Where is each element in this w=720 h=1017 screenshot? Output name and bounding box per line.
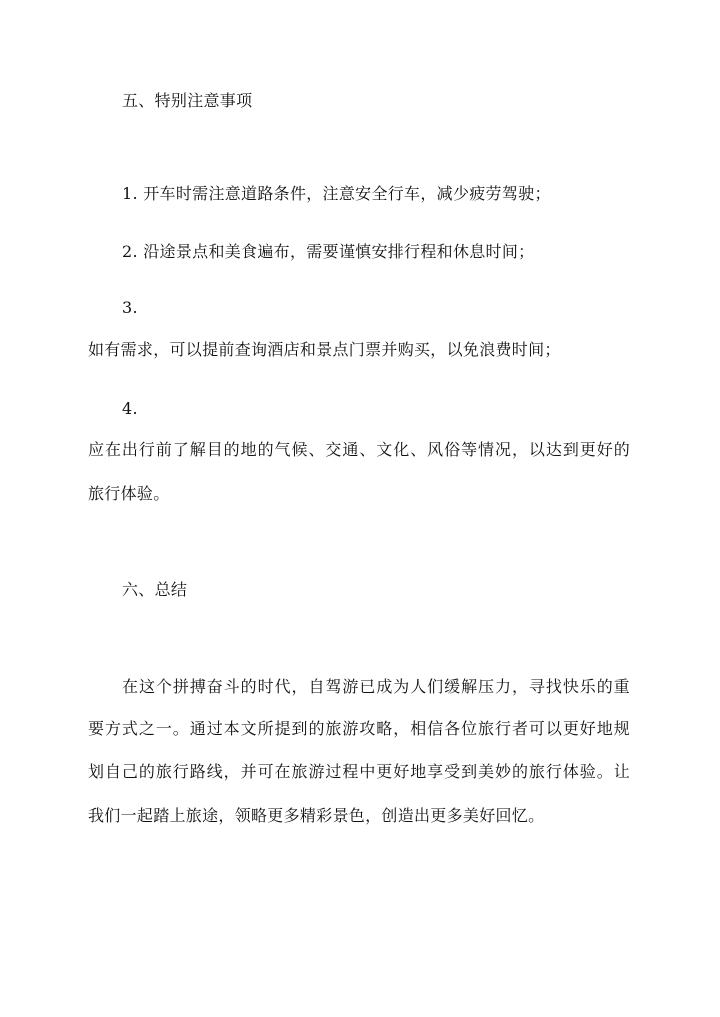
section-heading-summary: 六、总结 — [122, 580, 188, 599]
list-item-4-text-line2: 旅行体验。 — [88, 484, 170, 503]
section-heading-special-notes: 五、特别注意事项 — [122, 91, 253, 110]
summary-paragraph-line3: 划自己的旅行路线，并可在旅游过程中更好地享受到美妙的旅行体验。让 — [88, 762, 630, 781]
list-item-4-text-line1: 应在出行前了解目的地的气候、交通、文化、风俗等情况，以达到更好的 — [88, 440, 630, 459]
list-item-2: 2. 沿途景点和美食遍布，需要谨慎安排行程和休息时间； — [122, 242, 535, 261]
summary-paragraph-line1: 在这个拼搏奋斗的时代，自驾游已成为人们缓解压力，寻找快乐的重 — [122, 677, 630, 696]
list-item-4-number: 4. — [122, 399, 138, 418]
list-item-1: 1. 开车时需注意道路条件，注意安全行车，减少疲劳驾驶； — [122, 184, 551, 203]
summary-paragraph-line4: 我们一起踏上旅途，领略更多精彩景色，创造出更多美好回忆。 — [88, 806, 545, 825]
list-item-3-text: 如有需求，可以提前查询酒店和景点门票并购买，以免浪费时间； — [88, 340, 561, 359]
summary-paragraph-line2: 要方式之一。通过本文所提到的旅游攻略，相信各位旅行者可以更好地规 — [88, 719, 630, 738]
list-item-3-number: 3. — [122, 298, 138, 317]
